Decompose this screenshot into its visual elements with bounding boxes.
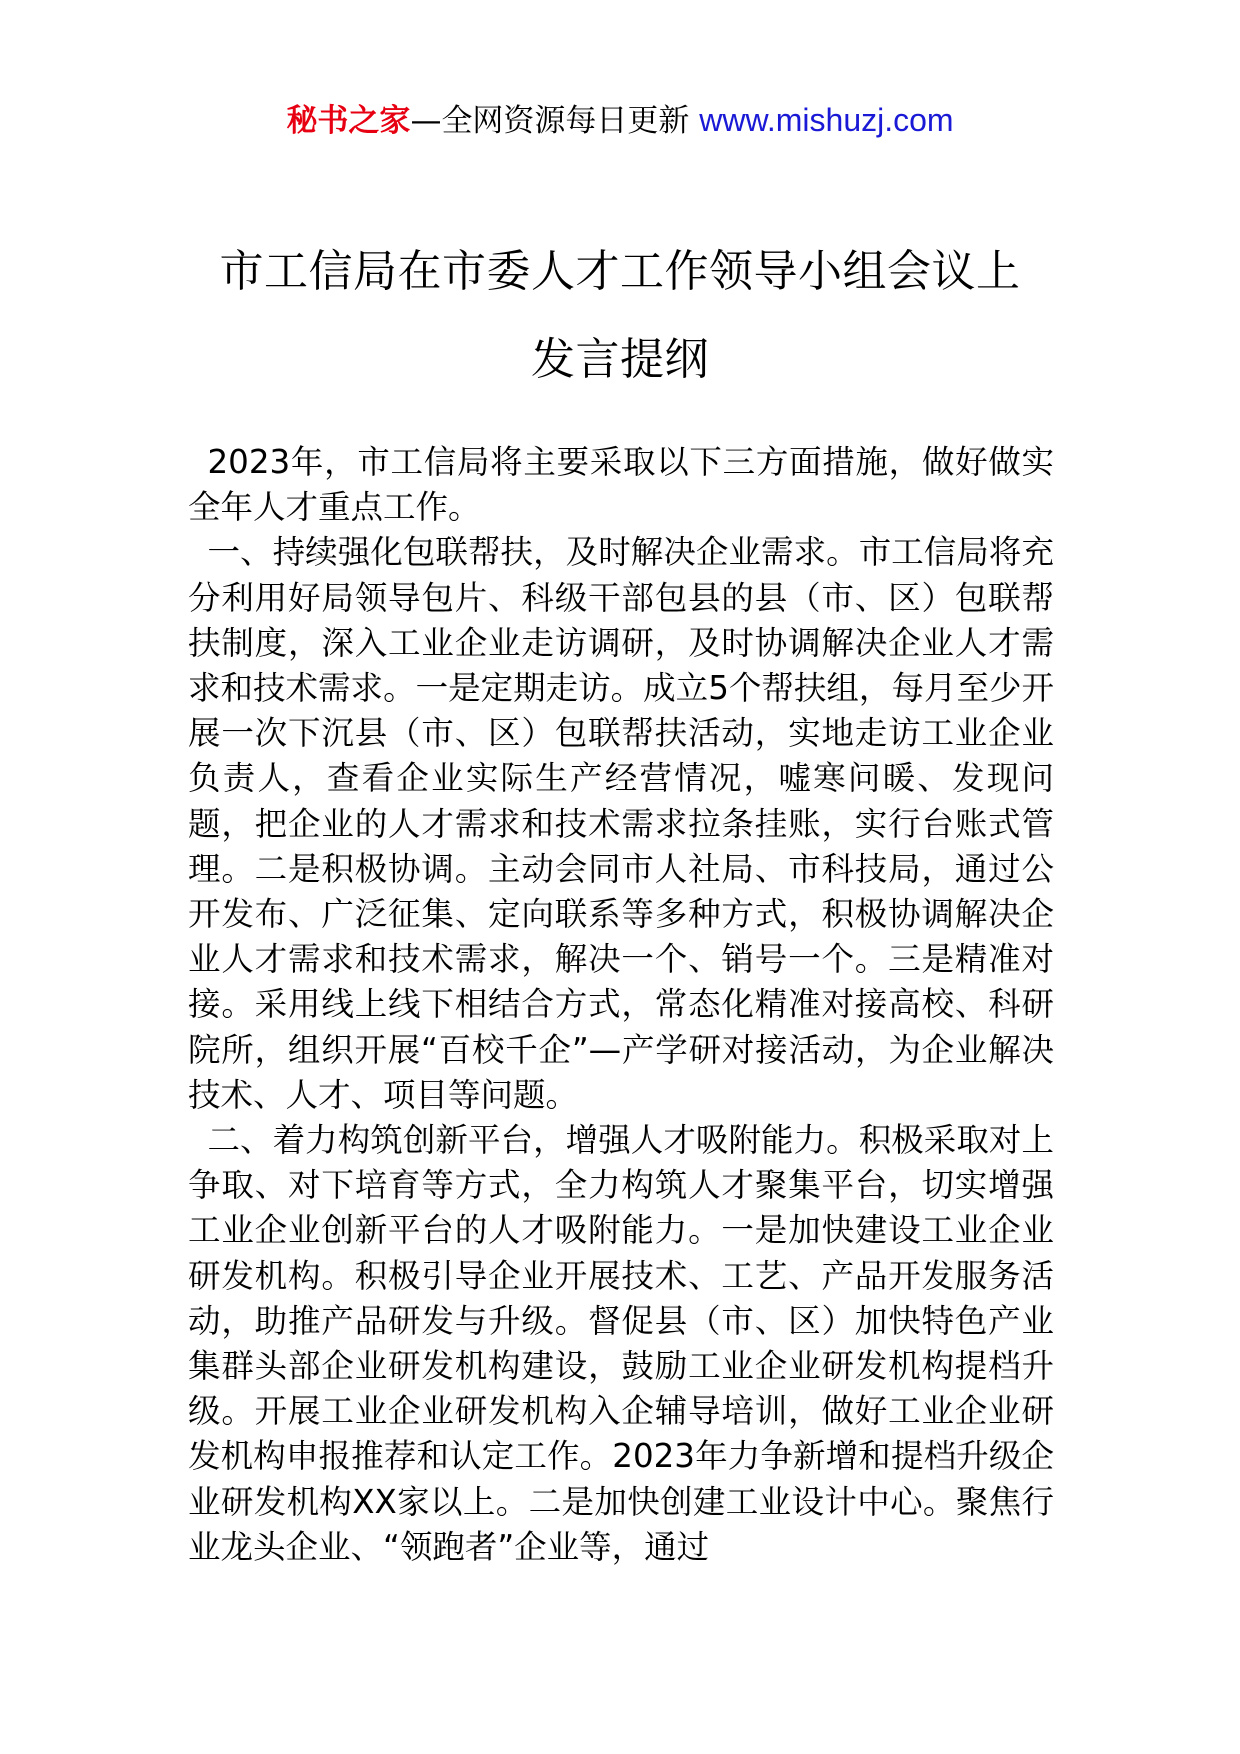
site-url-link[interactable]: www.mishuzj.com <box>699 102 954 138</box>
site-slogan: —全网资源每日更新 <box>410 103 700 139</box>
paragraph-section-2: 二、着力构筑创新平台，增强人才吸附能力。积极采取对上争取、对下培育等方式，全力构筑人才聚集平台，切实增强工业企业创新平台的人才吸附能力。一是加快建设工业企业研发机构。积极引导企业开展技术、工艺、产品开发服务活动，助推产品研发与升级。督促县（市、区）加快特色产业集群头部企业研发机构建设，鼓励工业企业研发机构提档升级。开展工业企业研发机构入企辅导培训，做好工业企业研发机构申报推荐和认定工作。2023年力争新增和提档升级企业研发机构XX家以上。二是加快创建工业设计中心。聚焦行业龙头企业、“领跑者”企业等，通过 <box>188 1121 1054 1566</box>
paragraph-intro: 2023年，市工信局将主要采取以下三方面措施，做好做实全年人才重点工作。 <box>188 443 1054 527</box>
paragraph-section-1: 一、持续强化包联帮扶，及时解决企业需求。市工信局将充分利用好局领导包片、科级干部包县的县（市、区）包联帮扶制度，深入工业企业走访调研，及时协调解决企业人才需求和技术需求。一是定期走访。成立5个帮扶组，每月至少开展一次下沉县（市、区）包联帮扶活动，实地走访工业企业负责人，查看企业实际生产经营情况，嘘寒问暖、发现问题，把企业的人才需求和技术需求拉条挂账，实行台账式管理。二是积极协调。主动会同市人社局、市科技局，通过公开发布、广泛征集、定向联系等多种方式，积极协调解决企业人才需求和技术需求，解决一个、销号一个。三是精准对接。采用线上线下相结合方式，常态化精准对接高校、科研院所，组织开展“百校千企”—产学研对接活动，为企业解决技术、人才、项目等问题。 <box>188 533 1054 1114</box>
document-body <box>188 440 1054 1570</box>
site-header <box>0 98 1240 143</box>
document-title <box>180 228 1060 404</box>
site-brand: 秘书之家 <box>286 103 411 139</box>
document-title-line-1: 市工信局在市委人才工作领导小组会议上 <box>219 246 1021 297</box>
document-title-line-2: 发言提纲 <box>531 334 709 385</box>
